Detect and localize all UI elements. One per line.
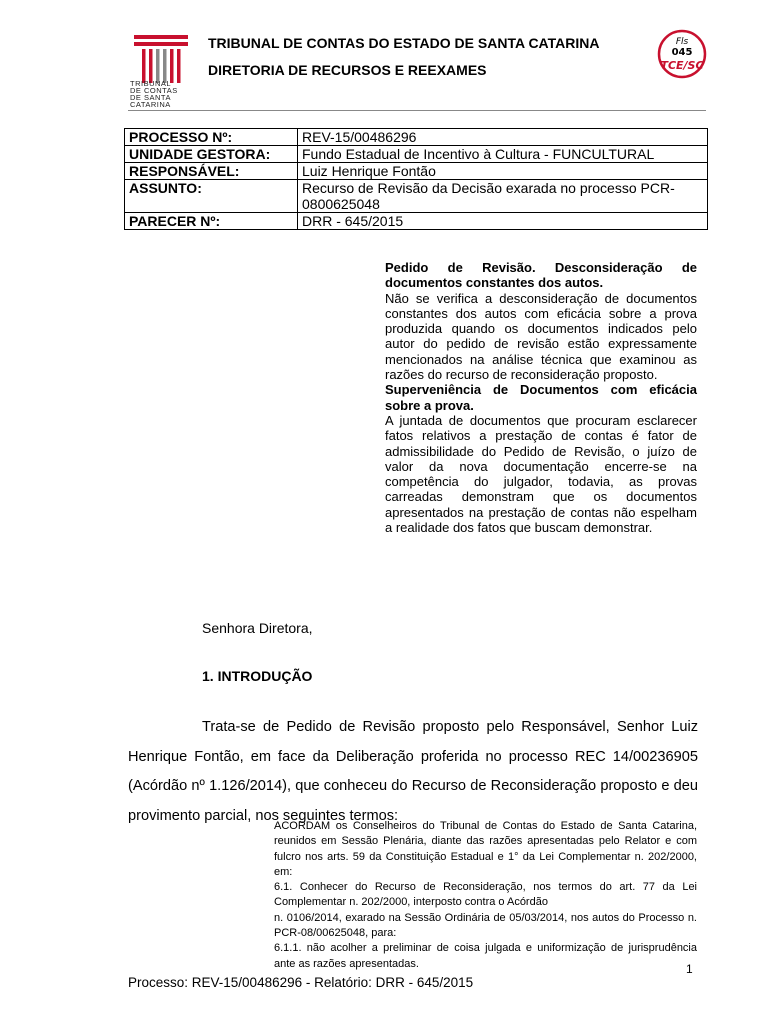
page-seal-stamp [657,29,707,79]
body-paragraph [128,713,698,831]
quote-paragraph-2: 6.1. Conhecer do Recurso de Reconsideração, nos termos do art. 77 da Lei Complementar n. 202/2000, interposto contra o Acórdão [274,881,697,909]
logo-text: TRIBUNAL DE CONTAS DE SANTA CATARINA [130,79,178,109]
department-name: DIRETORIA DE RECURSOS E REEXAMES [208,62,487,78]
ementa-heading-2: Superveniência de Documentos com eficácia sobre a prova. [385,382,697,413]
seal-fls-label: Fls [675,37,689,47]
process-info-table [124,128,708,230]
section-title: 1. INTRODUÇÃO [202,668,313,684]
subject-value: Recurso de Revisão da Decisão exarada no processo PCR-0800625048 [298,180,708,213]
quoted-ruling [274,819,697,972]
managing-unit-label: UNIDADE GESTORA: [125,146,298,163]
ementa-summary [385,260,697,535]
process-number-label: PROCESSO Nº: [125,129,298,146]
ementa-text-2: A juntada de documentos que procuram esclarecer fatos relativos a prestação de contas é fator de admissibilidade do Pedido de Revisão, o juízo de valor da nova documentação encerre-se na competência do julgador, todavia, as provas carreadas demonstram que os documentos apresentados na prestação de contas não espelham a realidade dos fatos que buscam demonstrar. [385,412,697,536]
subject-label: ASSUNTO: [125,180,298,213]
header-divider [128,110,706,111]
opinion-number-value: DRR - 645/2015 [298,213,708,230]
opinion-number-label: PARECER Nº: [125,213,298,230]
seal-fls-number: 045 [671,47,693,58]
table-row [125,163,708,180]
table-row [125,129,708,146]
quote-paragraph-4: 6.1.1. não acolher a preliminar de coisa julgada e uniformização de jurisprudência ante as razões apresentadas. [274,942,697,970]
greeting: Senhora Diretora, [202,620,313,636]
intro-paragraph: Trata-se de Pedido de Revisão proposto pelo Responsável, Senhor Luiz Henrique Fontão, em face da Deliberação proferida no processo REC 14/00236905 (Acórdão nº 1.126/2014), que conheceu do Recurso de Reconsideração proposto e deu provimento parcial, nos seguintes termos: [128,719,698,824]
page-footer: Processo: REV-15/00486296 - Relatório: DRR - 645/2015 [128,975,474,990]
ementa-text-1: Não se verifica a desconsideração de documentos constantes dos autos com eficácia sobre a prova produzida quando os documentos indicados pelo autor do pedido de revisão estão expressamente mencionados na análise técnica que examinou as razões do recurso de reconsideração proposto. [385,290,697,383]
table-row [125,180,708,213]
table-row [125,146,708,163]
quote-paragraph-3: n. 0106/2014, exarado na Sessão Ordinária de 05/03/2014, nos autos do Processo n. PCR-08/00625048, para: [274,911,697,940]
responsible-value: Luiz Henrique Fontão [298,163,708,180]
org-name: TRIBUNAL DE CONTAS DO ESTADO DE SANTA CATARINA [208,35,600,51]
managing-unit-value: Fundo Estadual de Incentivo à Cultura - FUNCULTURAL [298,146,708,163]
quote-paragraph-1: ACORDAM os Conselheiros do Tribunal de Contas do Estado de Santa Catarina, reunidos em Sessão Plenária, diante das razões apresentadas pelo Relator e com fulcro nos arts. 59 da Constituição Estadual e 1° da Lei Complementar n. 202/2000, em: [274,820,697,878]
process-number-value: REV-15/00486296 [298,129,708,146]
table-row [125,213,708,230]
page-number: 1 [686,962,693,976]
responsible-label: RESPONSÁVEL: [125,163,298,180]
ementa-heading-1: Pedido de Revisão. Desconsideração de documentos constantes dos autos. [385,260,697,291]
seal-text: TCE/SC [660,59,704,72]
